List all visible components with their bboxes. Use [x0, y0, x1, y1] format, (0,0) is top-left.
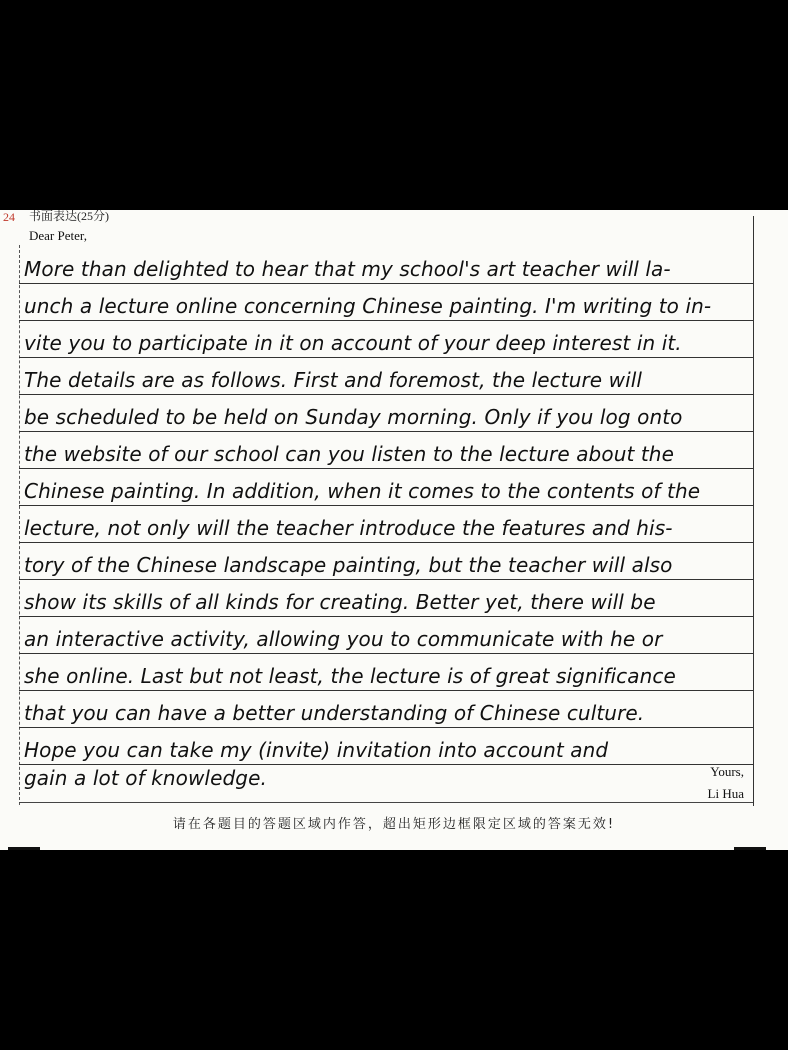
signature: Li Hua [707, 786, 744, 801]
handwritten-line: unch a lecture online concerning Chinese painting. I'm writing to in- [24, 294, 712, 318]
closing: Yours, [710, 764, 744, 779]
ruled-line [19, 320, 753, 321]
handwritten-line: The details are as follows. First and foremost, the lecture will [24, 368, 643, 392]
frame-bottom-border [19, 802, 753, 803]
handwritten-line: Hope you can take my (invite) invitation into account and [24, 738, 609, 762]
ruled-line [19, 653, 753, 654]
alignment-mark [8, 847, 40, 850]
handwritten-line: lecture, not only will the teacher introduce the features and his- [24, 516, 673, 540]
answer-sheet [0, 210, 788, 850]
handwritten-line: Chinese painting. In addition, when it comes to the contents of the [24, 479, 701, 503]
handwritten-line: tory of the Chinese landscape painting, but the teacher will also [24, 553, 673, 577]
handwritten-line: an interactive activity, allowing you to communicate with he or [24, 627, 663, 651]
ruled-line [19, 283, 753, 284]
handwritten-line: show its skills of all kinds for creating. Better yet, there will be [24, 590, 656, 614]
handwritten-line: More than delighted to hear that my school's art teacher will la- [24, 257, 671, 281]
handwritten-line: that you can have a better understanding of Chinese culture. [24, 701, 645, 725]
ruled-line [19, 542, 753, 543]
frame-left-border [19, 245, 21, 805]
ruled-line [19, 468, 753, 469]
ruled-line [19, 357, 753, 358]
ruled-line [19, 394, 753, 395]
handwritten-line: gain a lot of knowledge. [24, 766, 267, 790]
section-title: 书面表达(25分) [29, 210, 109, 223]
ruled-line [19, 431, 753, 432]
answer-area-instruction: 请在各题目的答题区域内作答，超出矩形边框限定区域的答案无效! [172, 817, 616, 832]
ruled-line [19, 616, 753, 617]
ruled-line [19, 505, 753, 506]
ruled-line [19, 727, 753, 728]
ruled-line [19, 764, 753, 765]
alignment-mark [734, 847, 766, 850]
salutation: Dear Peter, [29, 228, 87, 243]
question-number: 24 [3, 210, 15, 224]
handwritten-line: she online. Last but not least, the lecture is of great significance [24, 664, 676, 688]
handwritten-line: vite you to participate in it on account of your deep interest in it. [24, 331, 682, 355]
ruled-line [19, 579, 753, 580]
handwritten-line: be scheduled to be held on Sunday morning. Only if you log onto [24, 405, 683, 429]
handwritten-line: the website of our school can you listen to the lecture about the [24, 442, 674, 466]
ruled-line [19, 690, 753, 691]
